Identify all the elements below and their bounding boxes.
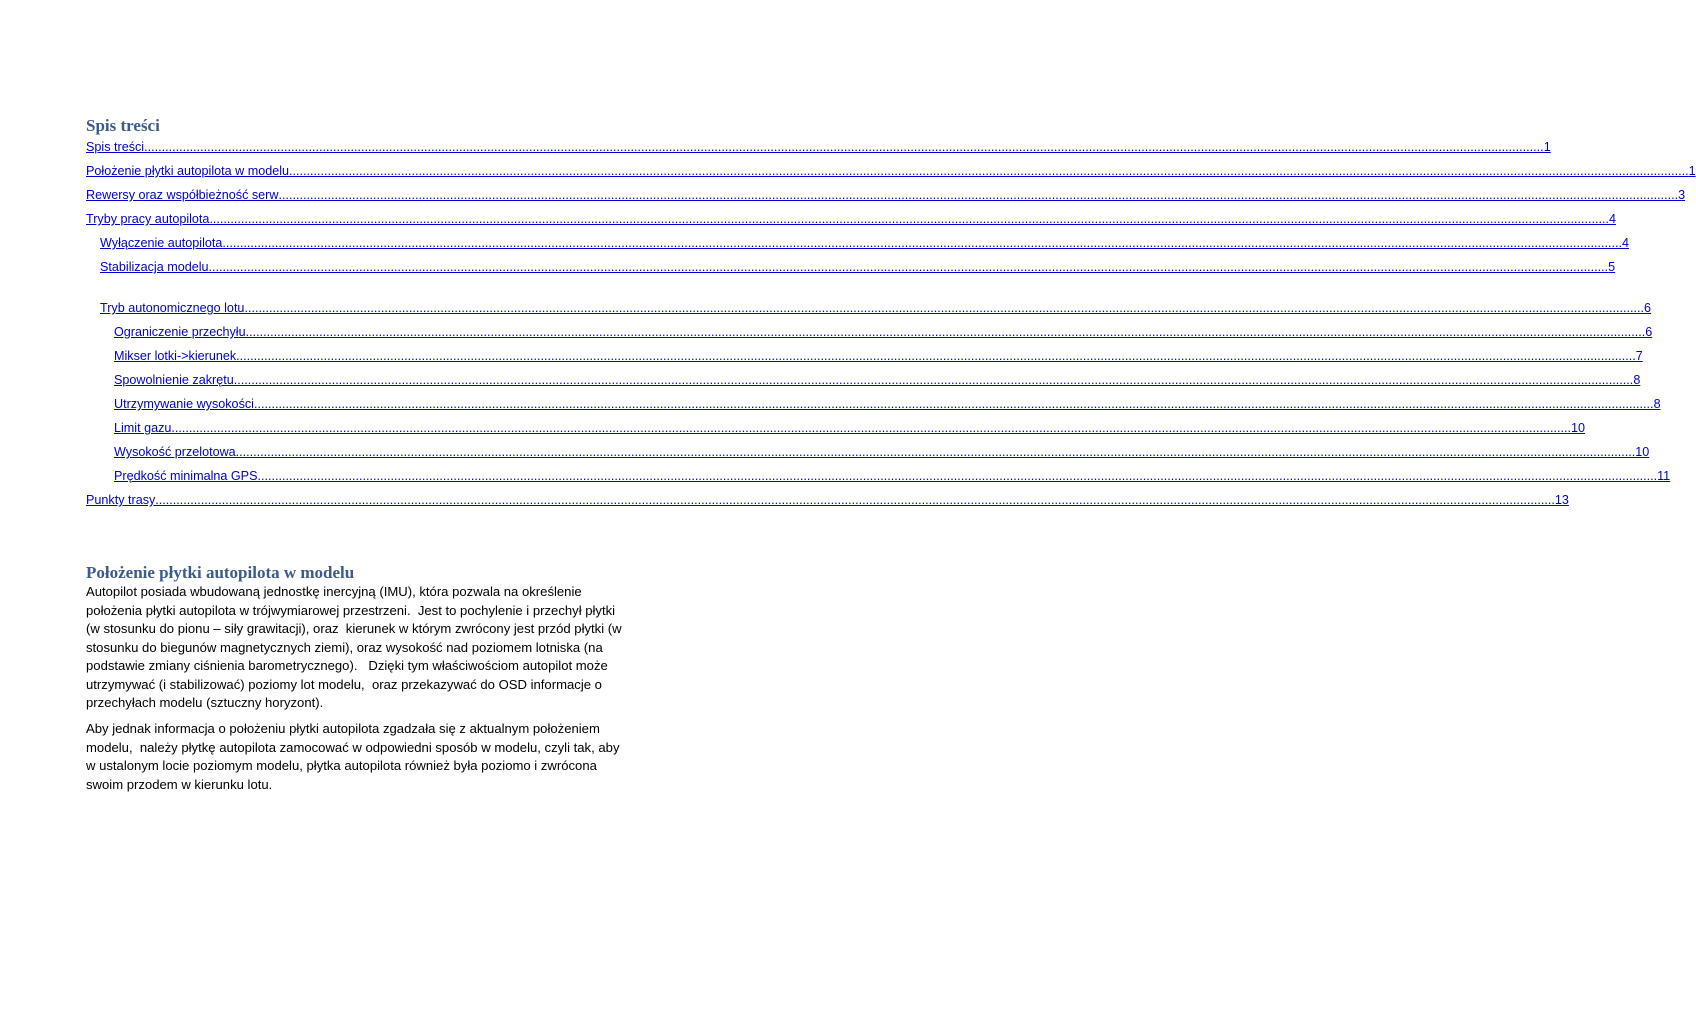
toc-entry-label: Rewersy oraz współbieżność serw	[86, 188, 279, 202]
toc-page-number: 1	[1543, 140, 1551, 154]
toc-page-number: 8	[1633, 373, 1641, 387]
toc-page-number: 6	[1645, 325, 1653, 339]
paragraph-line: Aby jednak informacja o położeniu płytki autopilota zgadzała się z aktualnym położeniem	[86, 721, 600, 736]
toc-leader-dots: ................................................................................................................................................................................................................................................................................................................................................................................................................	[257, 469, 1658, 483]
paragraph-line: podstawie zmiany ciśnienia barometrycznego). Dzięki tym właściwościom autopilot może	[86, 658, 608, 673]
paragraph-line: w ustalonym locie poziomym modelu, płytka autopilota również była poziomo i zwrócona	[86, 758, 597, 773]
toc-entry-label: Tryb autonomicznego lotu	[100, 301, 245, 315]
toc-entry-label: Mikser lotki->kierunek	[114, 349, 237, 363]
toc-entry-label: Spowolnienie zakrętu	[114, 373, 234, 387]
toc-entry-label: Spis treści	[86, 140, 145, 154]
toc-page-number: 11	[1657, 469, 1671, 483]
toc-leader-dots: ................................................................................................................................................................................................................................................................................................................................................................................................................	[222, 236, 1622, 250]
toc-entry-limit-gazu[interactable]	[114, 420, 1586, 436]
toc-entry-wylaczenie[interactable]	[100, 235, 1630, 251]
toc-leader-dots: ................................................................................................................................................................................................................................................................................................................................................................................................................	[278, 188, 1679, 202]
toc-entry-wysokosc-przelotowa[interactable]	[114, 444, 1650, 460]
toc-entry-stabilizacja[interactable]	[100, 259, 1616, 275]
toc-leader-dots: ................................................................................................................................................................................................................................................................................................................................................................................................................	[171, 421, 1571, 435]
toc-entry-label: Stabilizacja modelu	[100, 260, 209, 274]
toc-page-number: 7	[1635, 349, 1643, 363]
toc-entry-label: Ograniczenie przechyłu	[114, 325, 246, 339]
paragraph-line: (w stosunku do pionu – siły grawitacji), oraz kierunek w którym zwrócony jest przód płytki (w	[86, 621, 622, 636]
toc-entry-label: Prędkość minimalna GPS	[114, 469, 258, 483]
toc-entry-spowolnienie[interactable]	[114, 372, 1641, 388]
toc-leader-dots: ................................................................................................................................................................................................................................................................................................................................................................................................................	[253, 397, 1654, 411]
toc-entry-polozenie-plytki[interactable]	[86, 163, 1696, 179]
paragraph-line: swoim przodem w kierunku lotu.	[86, 776, 273, 792]
paragraph-line: stosunku do biegunów magnetycznych ziemi), oraz wysokość nad poziomem lotniska (na	[86, 639, 603, 655]
toc-page-number: 3	[1678, 188, 1686, 202]
toc-leader-dots: ................................................................................................................................................................................................................................................................................................................................................................................................................	[208, 260, 1609, 274]
toc-page-number: 1	[1688, 164, 1696, 178]
toc-leader-dots: ................................................................................................................................................................................................................................................................................................................................................................................................................	[245, 325, 1646, 339]
toc-page-number: 13	[1554, 493, 1569, 507]
paragraph-line: Autopilot posiada wbudowaną jednostkę inercyjną (IMU), która pozwala na określenie	[86, 584, 582, 599]
paragraph-line: położenia płytki autopilota w trójwymiarowej przestrzeni. Jest to pochylenie i przechył płytki	[86, 602, 616, 618]
toc-entry-predkosc-minimalna[interactable]	[114, 468, 1671, 484]
toc-entry-ograniczenie-przechylu[interactable]	[114, 324, 1653, 340]
body-paragraph-2	[86, 720, 646, 794]
toc-entry-rewersy[interactable]	[86, 187, 1686, 203]
toc-entry-mikser[interactable]	[114, 348, 1643, 364]
toc-leader-dots: ................................................................................................................................................................................................................................................................................................................................................................................................................	[209, 212, 1610, 226]
toc-leader-dots: ................................................................................................................................................................................................................................................................................................................................................................................................................	[155, 493, 1555, 507]
toc-entry-label: Wyłączenie autopilota	[100, 236, 223, 250]
body-paragraph-1	[86, 583, 646, 713]
toc-entry-label: Limit gazu	[114, 421, 172, 435]
toc-leader-dots: ................................................................................................................................................................................................................................................................................................................................................................................................................	[244, 301, 1645, 315]
toc-leader-dots: ................................................................................................................................................................................................................................................................................................................................................................................................................	[144, 140, 1544, 154]
toc-leader-dots: ................................................................................................................................................................................................................................................................................................................................................................................................................	[235, 445, 1636, 459]
toc-leader-dots: ................................................................................................................................................................................................................................................................................................................................................................................................................	[289, 164, 1689, 178]
toc-entry-tryb-autonomiczny[interactable]	[100, 300, 1652, 316]
toc-entry-spis-tresci[interactable]	[86, 139, 1551, 155]
toc-page-number: 5	[1608, 260, 1616, 274]
toc-entry-punkty-trasy[interactable]	[86, 492, 1569, 508]
toc-entry-label: Utrzymywanie wysokości	[114, 397, 254, 411]
toc-page-number: 10	[1635, 445, 1650, 459]
toc-page-number: 10	[1571, 421, 1586, 435]
toc-entry-label: Położenie płytki autopilota w modelu	[86, 164, 290, 178]
toc-page-number: 4	[1622, 236, 1630, 250]
toc-page-number: 8	[1653, 397, 1661, 411]
toc-entry-label: Wysokość przelotowa	[114, 445, 236, 459]
toc-page-number: 4	[1609, 212, 1617, 226]
toc-leader-dots: ................................................................................................................................................................................................................................................................................................................................................................................................................	[233, 373, 1634, 387]
toc-page-number: 6	[1644, 301, 1652, 315]
paragraph-line: przechyłach modelu (sztuczny horyzont).	[86, 695, 324, 710]
section-heading: Położenie płytki autopilota w modelu	[86, 563, 355, 582]
toc-entry-label: Punkty trasy	[86, 493, 156, 507]
toc-entry-label: Tryby pracy autopilota	[86, 212, 210, 226]
toc-leader-dots: ................................................................................................................................................................................................................................................................................................................................................................................................................	[236, 349, 1636, 363]
paragraph-line: utrzymywać (i stabilizować) poziomy lot modelu, oraz przekazywać do OSD informacje o	[86, 676, 602, 692]
toc-entry-tryby-pracy[interactable]	[86, 211, 1617, 227]
toc-entry-utrzymywanie-wysokosci[interactable]	[114, 396, 1661, 412]
toc-heading: Spis treści	[86, 116, 160, 135]
paragraph-line: modelu, należy płytkę autopilota zamocować w odpowiedni sposób w modelu, czyli tak, aby	[86, 739, 620, 755]
